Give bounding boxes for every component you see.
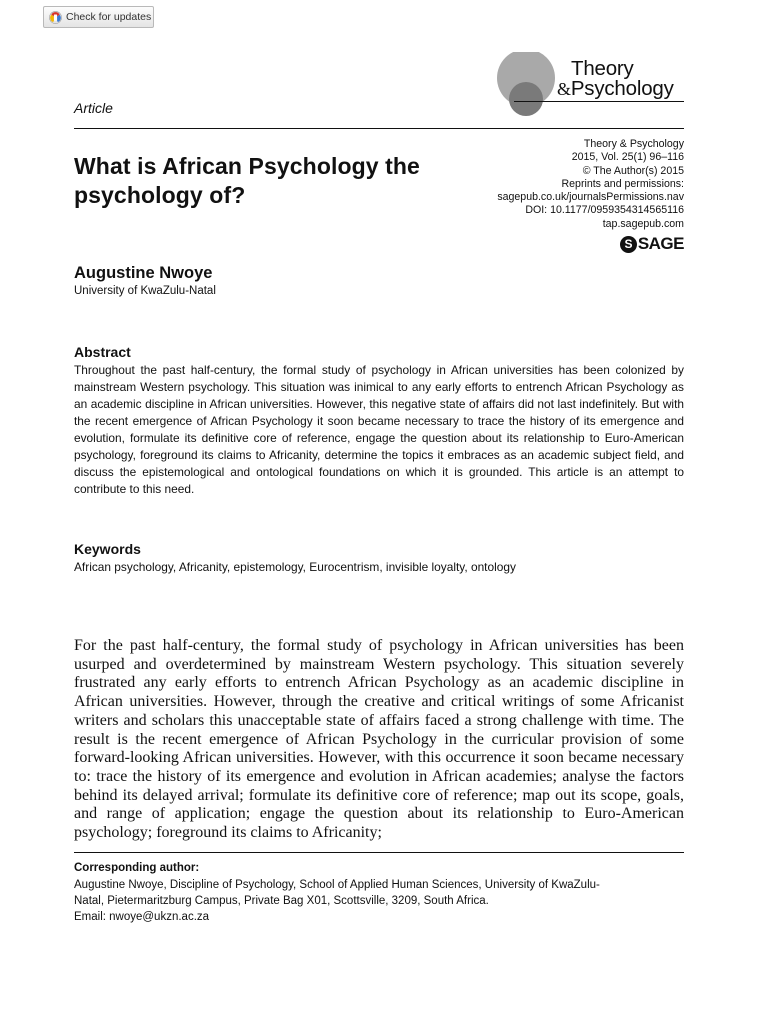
corresponding-author-line: Natal, Pietermaritzburg Campus, Private Bag X01, Scottsville, 3209, South Africa.: [74, 895, 489, 907]
author-name: Augustine Nwoye: [74, 264, 213, 282]
journal-logo-psychology: [557, 78, 674, 100]
keywords-heading: Keywords: [74, 541, 141, 557]
article-type-label: Article: [74, 100, 113, 116]
corresponding-author-details: [74, 877, 684, 925]
journal-logo-circles: [496, 52, 558, 116]
article-title: What is African Psychology the psychology of?: [74, 153, 420, 208]
meta-permissions-link[interactable]: sagepub.co.uk/journalsPermissions.nav: [497, 191, 684, 204]
meta-reprints: Reprints and permissions:: [561, 177, 684, 190]
corresponding-author-line: Augustine Nwoye, Discipline of Psychology, School of Applied Human Sciences, University of KwaZulu-: [74, 879, 600, 891]
check-for-updates-button[interactable]: [43, 6, 154, 28]
journal-logo-underline: [514, 101, 684, 102]
check-for-updates-label: Check for updates: [66, 11, 152, 23]
abstract-heading: Abstract: [74, 344, 131, 360]
corresponding-author-heading: Corresponding author:: [74, 862, 200, 874]
publisher-logo-text: SAGE: [637, 234, 684, 253]
journal-logo-ampersand: &: [557, 79, 571, 99]
footnote-divider: [74, 852, 684, 853]
header-divider: [74, 128, 684, 129]
body-paragraph: For the past half-century, the formal study of psychology in African universities has been usurped and overdetermined by mainstream Western psychology. This situation severely frustrated any early efforts to entrench African Psychology as an academic discipline in African universities. However, through the creative and critical writings of some Africanist writers and scholars this unacceptable state of affairs faced a strong challenge with time. The result is the recent emergence of African Psychology in the curricular provision of some forward-looking African universities. However, with this occurrence it soon became necessary to: trace the history of its emergence and evolution in African academies; analyse the factors behind its delayed arrival; formulate its definitive core of reference; map out its scope, goals, and range of application; engage the question about its relationship to Euro-American psychology; foreground its claims to Africanity;: [74, 637, 684, 842]
corresponding-author-email[interactable]: Email: nwoye@ukzn.ac.za: [74, 911, 210, 923]
meta-volume: 2015, Vol. 25(1) 96–116: [571, 151, 684, 164]
author-affiliation: University of KwaZulu-Natal: [74, 285, 216, 297]
publisher-logo: [620, 234, 684, 254]
meta-copyright: © The Author(s) 2015: [582, 164, 684, 177]
meta-journal-site-link[interactable]: tap.sagepub.com: [602, 217, 684, 230]
keywords-list: African psychology, Africanity, epistemology, Eurocentrism, invisible loyalty, ontology: [74, 560, 516, 574]
sage-s-icon: S: [620, 236, 637, 253]
meta-journal: Theory & Psychology: [583, 138, 684, 150]
abstract-text: Throughout the past half-century, the formal study of psychology in African universities has been colonized by mainstream Western psychology. This situation was inimical to any early efforts to entrench African Psychology as an academic discipline in African universities. However, this negative state of affairs did not last indefinitely. But with the recent emergence of African Psychology it soon became necessary to trace the history of its emergence and evolution, formulate its definitive core of reference, engage the question about its relationship to Euro-American psychology, foreground its claims to Africanity, determine the topics it embraces as an academic subject field, and discuss the epistemological and ontological foundations on which it is grounded. This article is an attempt to contribute to this need.: [74, 363, 684, 496]
publication-metadata: [497, 138, 684, 231]
journal-logo-psychology-word: Psychology: [570, 77, 674, 100]
journal-logo-theory: Theory: [571, 57, 634, 80]
update-badge-icon: [49, 11, 62, 24]
meta-doi[interactable]: DOI: 10.1177/0959354314565116: [525, 204, 684, 217]
